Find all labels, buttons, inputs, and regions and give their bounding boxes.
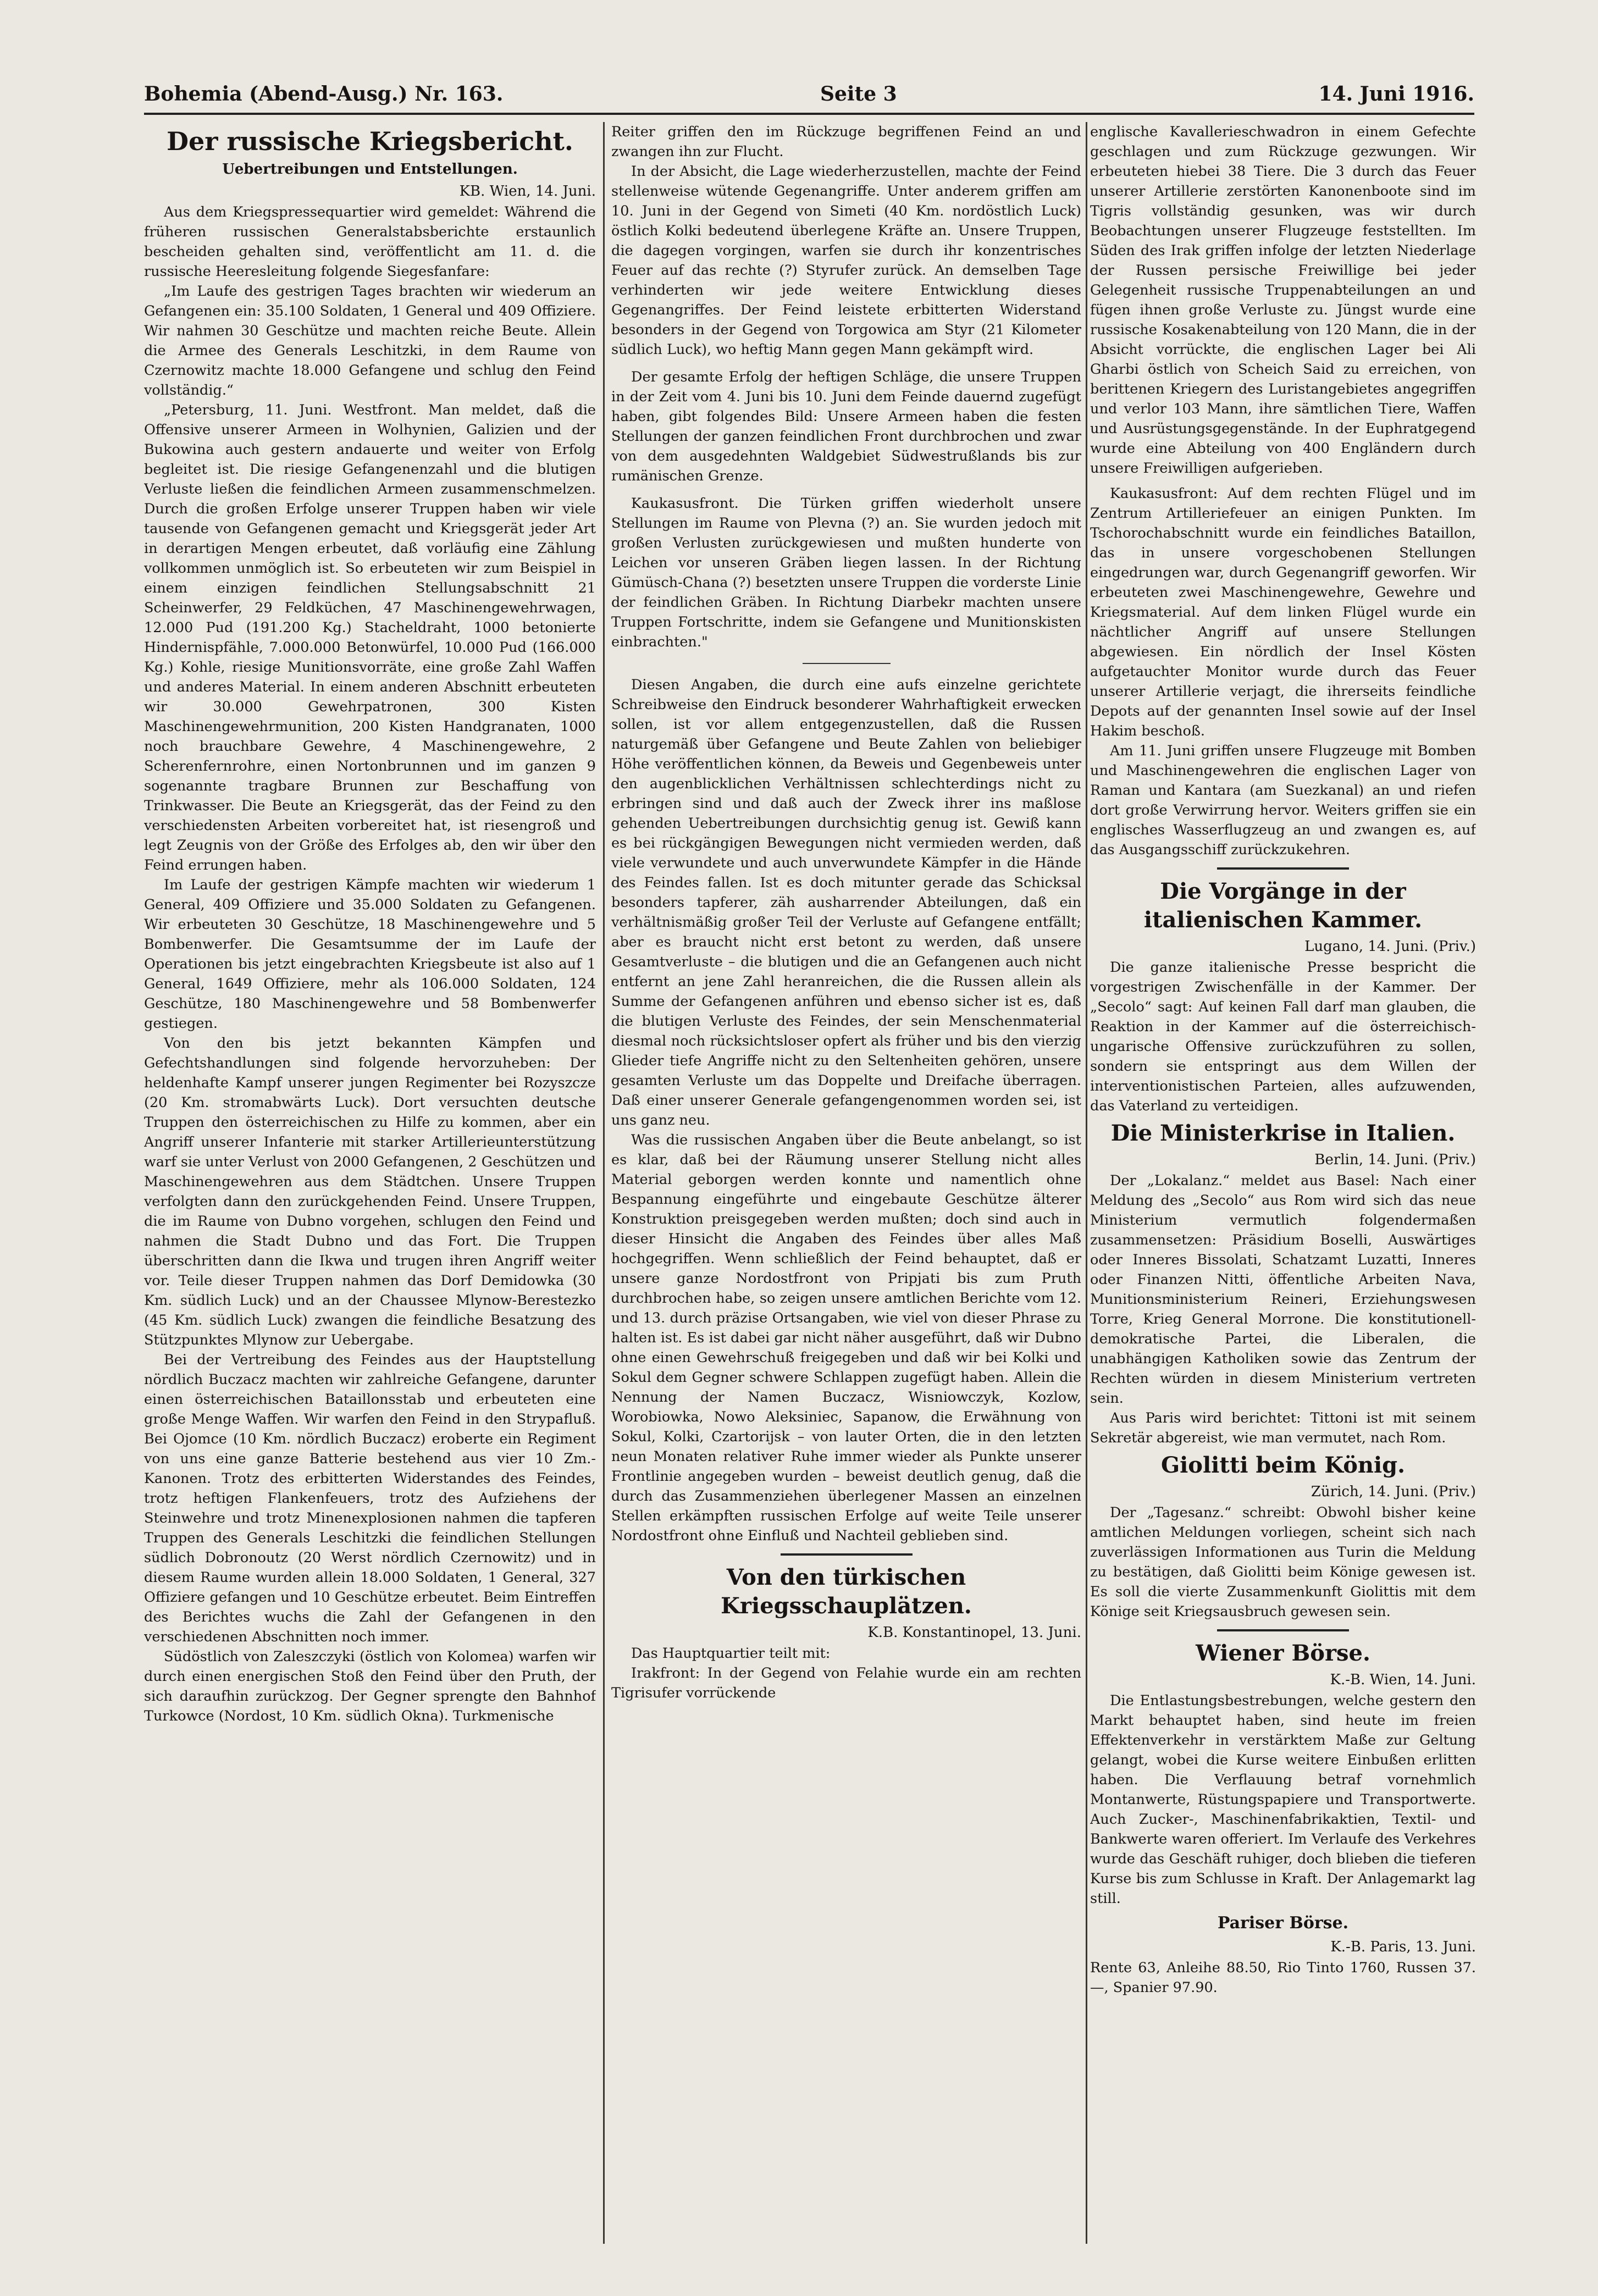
minister-crisis-title: Die Ministerkrise in Italien. — [1110, 1120, 1456, 1146]
column-divider — [603, 122, 605, 2244]
issue-date: 14. Juni 1916. — [1318, 82, 1474, 106]
minister-crisis-paragraph: Der „Lokalanz.“ meldet aus Basel: Nach einer Meldung des „Secolo“ aus Rom wird sich das neue Ministerium vermutlich folgendermaßen zusammensetzen: Präsidium Boselli, Auswärtiges oder Inneres Bissolati, Schatzamt Luzatti, Inneres oder Finanzen Nitti, öffentliche Arbeiten Nava, Munitionsministerium Reineri, Erziehungswesen Torre, Krieg General Morrone. Die konstitutionell-demokratische Partei, die Liberalen, die unabhängigen Katholiken sowie das Zentrum der Rechten würden in diesem Ministerium vertreten sein. — [1090, 1172, 1476, 1407]
page-number: Seite 3 — [820, 82, 897, 106]
italy-chamber-paragraph: Die ganze italienische Presse bespricht die vorgestrigen Zwischenfälle in der Kammer. Der „Secolo“ sagt: Auf keinen Fall darf man glauben, die Reaktion in der Kammer auf die österreichisch-ungarische Offensive zurückzuführen zu sollen, sondern sie entspringt aus dem Willen der interventionistischen Parteien, alles aufzuwenden, das Vaterland zu verteidigen. — [1090, 959, 1476, 1114]
column-divider — [1086, 122, 1087, 2244]
header-rule — [144, 113, 1474, 115]
giolitti-dateline: Zürich, 14. Juni. (Priv.) — [1311, 1484, 1476, 1500]
article-paragraph: Im Laufe der gestrigen Kämpfe machten wir wiederum 1 General, 409 Offiziere und 35.000 Soldaten zu Gefangenen. Wir erbeuteten 30 Geschütze, 18 Maschinengewehre und 5 Bombenwerfer. Die Gesamtsumme der im Laufe der Operationen bis jetzt eingebrachten Kriegsbeute ist also auf 1 General, 1649 Offiziere, mehr als 106.000 Soldaten, 124 Geschütze, 180 Maschinengewehre und 58 Bombenwerfer gestiegen. — [144, 877, 596, 1032]
article-paragraph: Am 11. Juni griffen unsere Flugzeuge mit Bomben und Maschinengewehren die englischen Lager von Raman und Kantara (am Suezkanal) an und riefen dort große Verwirrung hervor. Weiters griffen sie ein englisches Wasserflugzeug an und zwangen es, auf das Ausgangsschiff zurückzukehren. — [1090, 743, 1476, 858]
vienna-exchange-paragraph: Die Entlastungsbestrebungen, welche gestern den Markt behauptet haben, sind heute im freien Effektenverkehr in verstärktem Maße zur Geltung gelangt, wobei die Kurse weitere Einbußen erlitten haben. Die Verflauung betraf vornehmlich Montanwerte, Rüstungspapiere und Transportwerte. Auch Zucker-, Maschinenfabrikaktien, Textil- und Bankwerte waren offeriert. Im Verlaufe des Verkehres wurde das Geschäft ruhiger, doch blieben die tieferen Kurse bis zum Schlusse in Kraft. Der Anlagemarkt lag still. — [1090, 1692, 1476, 1907]
section-separator — [781, 1553, 913, 1556]
section-separator — [803, 663, 891, 664]
section-separator — [1217, 867, 1349, 870]
article-paragraph: Kaukasusfront: Auf dem rechten Flügel und im Zentrum Artilleriefeuer an einigen Punkten. Im Tschorochabschnitt wurde ein feindliches Bataillon, das in unsere vorgeschobenen Stellungen eingedrungen war, durch Gegenangriff geworfen. Wir erbeuteten zwei Maschinengewehre, Gewehre und Kriegsmaterial. Auf dem linken Flügel wurde ein nächtlicher Angriff auf unsere Stellungen abgewiesen. Ein nördlich der Insel Kösten aufgetauchter Monitor wurde durch das Feuer unserer Artillerie verjagt, die ihrerseits feindliche Depots auf der genannten Insel sowie auf der Insel Hakim beschoß. — [1090, 485, 1476, 739]
article-paragraph: In der Absicht, die Lage wiederherzustellen, machte der Feind stellenweise wütende Gegenangriffe. Unter anderem griffen am 10. Juni in der Gegend von Simeti (40 Km. nordöstlich Luck) östlich Kolki bedeutend überlegene Kräfte an. Unsere Truppen, die dagegen vorgingen, warfen sie durch ihr konzentrisches Feuer auf das rechte (?) Styrufer zurück. An demselben Tage verhinderten wir jede weitere Entwicklung dieses Gegenangriffes. Der Feind leistete erbitterten Widerstand besonders in der Gegend von Torgowica am Styr (21 Kilometer südlich Luck), wo heftig Mann gegen Mann gekämpft wird. — [611, 163, 1081, 358]
article-paragraph: Südöstlich von Zaleszczyki (östlich von Kolomea) warfen wir durch einen energischen Stoß den Feind über den Pruth, der sich daraufhin zurückzog. Der Gegner sprengte den Bahnhof Turkowce (Nordost, 10 Km. südlich Okna). Turkmenische — [144, 1648, 596, 1724]
paris-exchange-title: Pariser Börse. — [1217, 1913, 1349, 1933]
column-2 — [611, 122, 1081, 2244]
paris-exchange-prices: Rente 63, Anleihe 88.50, Rio Tinto 1760, Russen 37.—, Spanier 97.90. — [1090, 1960, 1476, 1996]
article-paragraph: Von den bis jetzt bekannten Kämpfen und Gefechtshandlungen sind folgende hervorzuheben: Der heldenhafte Kampf unserer jungen Regimenter bei Rozyszcze (20 Km. stromabwärts Luck). Dort versuchten deutsche Truppen den österreichischen zu Hilfe zu kommen, aber ein Angriff unserer Infanterie mit starker Artillerieunterstützung warf sie unter Verlust von 2000 Gefangenen, 2 Geschützen und Maschinengewehren aus dem Städtchen. Unsere Truppen verfolgten dann den zurückgehenden Feind. Unsere Truppen, die im Raume von Dubno vorgehen, schlugen den Feind und nahmen die Stadt Dubno und das Fort. Die Truppen überschritten dann die Ikwa und trugen ihren Angriff weiter vor. Teile dieser Truppen nahmen das Dorf Demidowka (30 Km. südlich Luck) und an der Chaussee Mlynow-Berestezko (45 Km. südlich Luck) zwangen die feindliche Besatzung des Stützpunktes Mlynow zur Uebergabe. — [144, 1035, 596, 1348]
minister-crisis-dateline: Berlin, 14. Juni. (Priv.) — [1314, 1152, 1476, 1168]
turkish-front-paragraph: Irakfront: In der Gegend von Felahie wurde ein am rechten Tigrisufer vorrückende — [611, 1665, 1081, 1701]
turkish-front-intro: Das Hauptquartier teilt mit: — [631, 1645, 831, 1662]
article-paragraph: englische Kavallerieschwadron in einem Gefechte geschlagen und zum Rückzuge gezwungen. Wir erbeuteten hiebei 38 Tiere. Die 3 durch das Feuer unserer Artillerie zerstörten Kanonenboote sind im Tigris vollständig gesunken, was wir durch Beobachtungen unserer Flugzeuge feststellten. Im Süden des Irak griffen infolge der letzten Niederlage der Russen persische Freiwillige bei jeder Gelegenheit russische Truppenabteilungen an und fügen ihnen große Verluste zu. Jüngst wurde eine russische Kosakenabteilung von 120 Mann, die in der Absicht vorrückte, die englischen Lager bei Ali Gharbi östlich von Scheich Said zu erreichen, von berittenen Kriegern des Luristangebietes angegriffen und verlor 103 Mann, ihre sämtlichen Tiere, Waffen und Ausrüstungsgegenstände. In der Euphratgegend wurde eine Abteilung von 400 Engländern durch unsere Freiwilligen aufgerieben. — [1090, 124, 1476, 477]
column-1 — [144, 122, 596, 2244]
minister-crisis-paragraph: Aus Paris wird berichtet: Tittoni ist mit seinem Sekretär abgereist, wie man vermutet, nach Rom. — [1090, 1410, 1476, 1446]
article-paragraph: Reiter griffen den im Rückzuge begriffenen Feind an und zwangen ihn zur Flucht. — [611, 124, 1081, 160]
turkish-front-title: Von den türkischen Kriegsschauplätzen. — [721, 1564, 972, 1619]
article-title: Der russische Kriegsbericht. — [167, 126, 573, 156]
article-subtitle: Uebertreibungen und Entstellungen. — [222, 161, 518, 178]
article-paragraph: Kaukasusfront. Die Türken griffen wiederholt unsere Stellungen im Raume von Plevna (?) an. Sie wurden jedoch mit großen Verlusten zurückgewiesen und mußten hunderte von Leichen vor unseren Gräben liegen lassen. In der Richtung Gümüsch-Chana (?) besetzten unsere Truppen die vorderste Linie der feindlichen Gräben. In Richtung Diarbekr machten unsere Truppen Fortschritte, indem sie Gefangene und Munitionskisten einbrachten." — [611, 495, 1081, 650]
giolitti-title: Giolitti beim König. — [1160, 1452, 1406, 1478]
italy-chamber-dateline: Lugano, 14. Juni. (Priv.) — [1304, 938, 1476, 955]
article-paragraph: Bei der Vertreibung des Feindes aus der Hauptstellung nördlich Buczacz machten wir zahlreiche Gefangene, darunter einen österreichischen Bataillonsstab und erbeuteten eine große Menge Waffen. Wir warfen den Feind in den Strypafluß. Bei Ojomce (10 Km. nördlich Buczacz) eroberte ein Regiment von uns eine ganze Batterie bestehend aus vier 10 Zm.-Kanonen. Trotz des erbitterten Widerstandes des Feindes, trotz heftigen Flankenfeuers, trotz des Aufziehens der Steinwehre und trotz Minenexplosionen nahmen die tapferen Truppen des Generals Leschitzki die feindlichen Stellungen südlich Dobronoutz (20 Werst nördlich Czernowitz) und in diesem Raume wurden allein 18.000 Soldaten, 1 General, 327 Offiziere gefangen und 10 Geschütze erbeutet. Beim Eintreffen des Berichtes wuchs die Zahl der Gefangenen in den verschiedenen Abschnitten noch immer. — [144, 1352, 596, 1645]
article-paragraph: „Petersburg, 11. Juni. Westfront. Man meldet, daß die Offensive unserer Armeen in Wolhynien, Galizien und der Bukowina auch gestern andauerte und weiter von Erfolg begleitet ist. Die riesige Gefangenenzahl und die blutigen Verluste ließen die feindlichen Armeen zusammenschmelzen. Durch die großen Erfolge unserer Truppen haben wir viele tausende von Gefangenen gemacht und Kriegsgerät jeder Art in derartigen Mengen erbeutet, daß vorläufig eine Zählung vollkommen unmöglich ist. So erbeuteten wir zum Beispiel in einem einzigen feindlichen Stellungsabschnitt 21 Scheinwerfer, 29 Feldküchen, 47 Maschinengewehrwagen, 12.000 Pud (191.200 Kg.) Stacheldraht, 1000 betonierte Hindernispfähle, 7.000.000 Betonwürfel, 10.000 Pud (166.000 Kg.) Kohle, riesige Munitionsvorräte, eine große Zahl Waffen und anderes Material. In einem anderen Abschnitt erbeuteten wir 30.000 Gewehrpatronen, 300 Kisten Maschinengewehrmunition, 200 Kisten Handgranaten, 1000 noch brauchbare Gewehre, 4 Maschinengewehre, 2 Scherenfernrohre, einen Nortonbrunnen und im ganzen 9 sogenannte tragbare Brunnen zur Beschaffung von Trinkwasser. Die Beute an Kriegsgerät, das der Feind zu den verschiedensten Arbeiten vorbereitet hat, ist riesengroß und legt Zeugnis von der Größe des Erfolges ab, den wir über den Feind errungen haben. — [144, 402, 596, 873]
vienna-exchange-dateline: K.-B. Wien, 14. Juni. — [1330, 1672, 1476, 1688]
section-separator — [1217, 1629, 1349, 1631]
column-3 — [1090, 122, 1476, 2244]
masthead-issue: Bohemia (Abend-Ausg.) Nr. 163. — [144, 82, 504, 106]
italy-chamber-title: Die Vorgänge in der italienischen Kammer. — [1143, 878, 1423, 933]
article-paragraph: „Im Laufe des gestrigen Tages brachten wir wiederum an Gefangenen ein: 35.100 Soldaten, 1 General und 409 Offiziere. Wir nahmen 30 Geschütze und machten reiche Beute. Allein die Armee des Generals Leschitzki, in dem Raume von Czernowitz machte 18.000 Gefangene und schlug den Feind vollständig.“ — [144, 283, 596, 399]
paris-exchange-dateline: K.-B. Paris, 13. Juni. — [1330, 1939, 1476, 1955]
page-header — [144, 82, 1474, 112]
commentary-paragraph: Diesen Angaben, die durch eine aufs einzelne gerichtete Schreibweise den Eindruck besonderer Wahrhaftigkeit erwecken sollen, ist vor allem entgegenzustellen, daß die Russen naturgemäß über Gefangene und Beute Zahlen von beliebiger Höhe veröffentlichen können, da Beweis und Gegenbeweis unter den augenblicklichen Verhältnissen schlechterdings nicht zu erbringen sind und daß auch der Zweck ihrer ins maßlose gehenden Uebertreibungen durchsichtig genug ist. Gewiß kann es bei rückgängigen Bewegungen nicht vermieden werden, daß viele verwundete und auch unverwundete Kämpfer in die Hände des Feindes fallen. Ist es doch mitunter gerade das Schicksal besonders tapferer, zäh ausharrender Abteilungen, daß ein verhältnismäßig großer Teil der Verluste auf Gefangene entfällt; aber es braucht nicht erst betont zu werden, daß unsere Gesamtverluste – die blutigen und die an Gefangenen auch nicht entfernt an jene Zahl heranreichen, die die Russen allein als Summe der Gefangenen anführen und ebenso sicher ist es, daß die blutigen Verluste des Feindes, der sein Menschenmaterial diesmal noch rücksichtsloser opfert als früher und bis den vierzig Glieder tiefe Angriffe nicht zu den Seltenheiten gehören, unsere gesamten Verluste um das Doppelte und Dreifache überragen. Daß einer unserer Generale gefangengenommen worden sei, ist uns ganz neu. — [611, 677, 1081, 1128]
giolitti-paragraph: Der „Tagesanz.“ schreibt: Obwohl bisher keine amtlichen Meldungen vorliegen, scheint sich nach zuverlässigen Informationen aus Turin die Meldung zu bestätigen, daß Giolitti beim Könige gewesen ist. Es soll die vierte Zusammenkunft Giolittis mit dem Könige seit Kriegsausbruch gewesen sein. — [1090, 1504, 1476, 1620]
vienna-exchange-title: Wiener Börse. — [1196, 1640, 1370, 1666]
article-paragraph: Aus dem Kriegspressequartier wird gemeldet: Während die früheren russischen Generalstabsberichte erstaunlich bescheiden gehalten sind, veröffentlicht am 11. d. die russische Heeresleitung folgende Siegesfanfare: — [144, 204, 596, 280]
turkish-front-dateline: K.B. Konstantinopel, 13. Juni. — [867, 1624, 1081, 1641]
article-paragraph: Der gesamte Erfolg der heftigen Schläge, die unsere Truppen in der Zeit vom 4. Juni bis 10. Juni dem Feinde dauernd zugefügt haben, gibt folgendes Bild: Unsere Armeen haben die festen Stellungen der ganzen feindlichen Front durchbrochen und zwar von dem ausgedehnten Waldgebiet Südwestrußlands bis zur rumänischen Grenze. — [611, 369, 1081, 484]
commentary-paragraph: Was die russischen Angaben über die Beute anbelangt, so ist es klar, daß bei der Räumung unserer Stellung nicht alles Material geborgen werden konnte und namentlich ohne Bespannung eingeführte und eingebaute Geschütze älterer Konstruktion preisgegeben werden mußten; doch sind auch in dieser Hinsicht die Angaben des Feindes über alles Maß hochgegriffen. Wenn schließlich der Feind behauptet, daß er unsere ganze Nordostfront von Pripjati bis zum Pruth durchbrochen habe, so zeigen unsere amtlichen Berichte vom 12. und 13. durch präzise Ortsangaben, wie viel von dieser Phrase zu halten ist. Es ist dabei gar nicht näher ausgeführt, daß wir Dubno ohne einen Gewehrschuß freigegeben und daß wir bei Kolki und Sokul dem Gegner schwere Schlappen zugefügt haben. Allein die Nennung der Namen Buczacz, Wisniowczyk, Kozlow, Worobiowka, Nowo Aleksiniec, Sapanow, die Erwähnung von Sokul, Kolki, Czartorijsk – von lauter Orten, die in den letzten neun Monaten relativer Ruhe immer wieder als Punkte unserer Frontlinie angegeben wurden – beweist deutlich genug, daß die durch das Zusammenziehen überlegener Massen an einzelnen Stellen erkämpften russischen Erfolge auf weite Teile unserer Nordostfront ohne Einfluß und Nachteil geblieben sind. — [611, 1132, 1081, 1544]
article-dateline: KB. Wien, 14. Juni. — [459, 183, 596, 200]
